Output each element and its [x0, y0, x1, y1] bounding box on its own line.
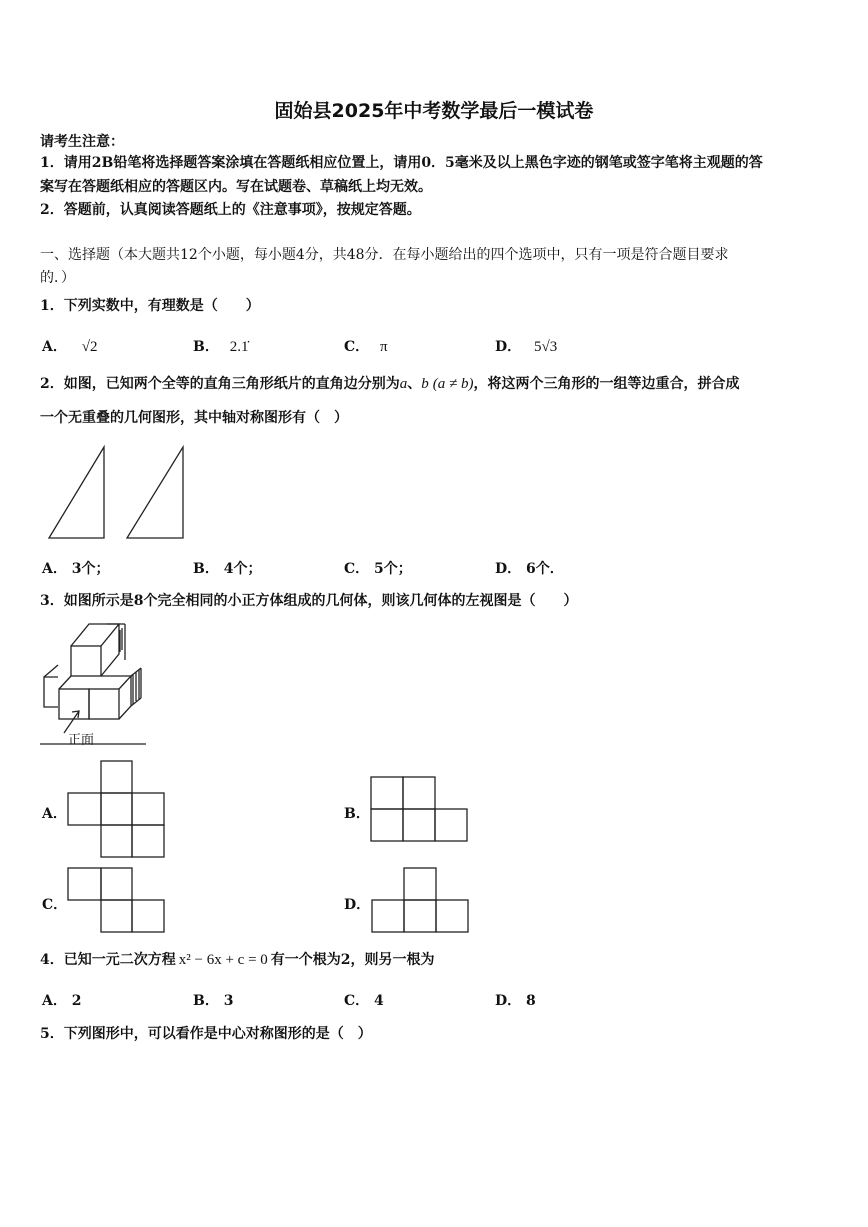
q2-condition: (a ≠ b)	[432, 376, 474, 392]
q2-sep: 、	[407, 376, 422, 392]
q2-option-b-value: 4个；	[223, 561, 262, 577]
q1-option-b-value: 2.1̇	[229, 339, 249, 355]
q1-option-b-label: B．	[193, 339, 219, 355]
q4-equation: x² − 6x + c = 0	[178, 952, 268, 968]
q1-option-c-label: C．	[344, 339, 370, 355]
q2-var-b: b	[421, 376, 429, 392]
notice-item2: 2．答题前，认真阅读答题纸上的《注意事项》，按规定答题。	[40, 202, 421, 218]
q4-option-d[interactable]	[495, 990, 536, 1010]
notice-item1-line1: 1．请用2B铅笔将选择题答案涂填在答题纸相应位置上，请用0．5毫米及以上黑色字迹的钢笔或签字笔将主观题的答	[40, 155, 763, 171]
q3-option-a-label[interactable]: A．	[42, 806, 67, 822]
q2-option-d-value: 6个．	[526, 561, 564, 577]
q4-option-a-label: A．	[42, 993, 67, 1009]
q2-option-a-label: A．	[42, 561, 67, 577]
q4-stem	[40, 950, 435, 970]
q3-option-c-label[interactable]: C．	[42, 897, 68, 913]
q2-stem-part2: ，将这两个三角形的一组等边重合，拼合成	[473, 376, 740, 392]
q2-var-a: a	[399, 376, 408, 392]
q1-option-d-label: D．	[495, 339, 522, 355]
q4-option-c[interactable]	[344, 990, 384, 1010]
q4-option-a[interactable]	[42, 990, 82, 1010]
q4-stem-part1: 4．已知一元二次方程	[40, 952, 176, 968]
q2-stem-part1: 2．如图，已知两个全等的直角三角形纸片的直角边分别为	[40, 376, 400, 392]
q1-option-a-label: A．	[42, 339, 67, 355]
q1-stem: 1．下列实数中，有理数是（ ）	[40, 298, 260, 314]
q4-option-d-value: 8	[526, 993, 536, 1009]
section-heading-line1: 一、选择题（本大题共12个小题，每小题4分，共48分．在每小题给出的四个选项中，只有一项是符合题目要求	[40, 247, 729, 263]
q1-option-d-value: 5√3	[534, 339, 558, 355]
q3-option-b-label[interactable]: B．	[344, 806, 370, 822]
q4-option-b[interactable]	[193, 990, 233, 1010]
q2-option-c-value: 5个；	[374, 561, 412, 577]
q4-option-c-value: 4	[374, 993, 384, 1009]
q2-option-a-value: 3个；	[71, 561, 110, 577]
q2-option-c-label: C．	[344, 561, 370, 577]
q3-front-label: 正面	[68, 733, 95, 748]
q4-option-b-label: B．	[193, 993, 219, 1009]
q4-stem-part2: 有一个根为2，则另一根为	[270, 952, 435, 968]
q4-option-c-label: C．	[344, 993, 370, 1009]
q2-stem-line2: 一个无重叠的几何图形，其中轴对称图形有（ ）	[40, 410, 348, 426]
q5-stem: 5．下列图形中，可以看作是中心对称图形的是（ ）	[40, 1026, 372, 1042]
q4-option-b-value: 3	[223, 993, 234, 1009]
page-title: 固始县2025年中考数学最后一模试卷	[274, 100, 594, 122]
q2-option-b-label: B．	[193, 561, 219, 577]
q1-option-c-value: π	[380, 339, 388, 355]
q3-stem: 3．如图所示是8个完全相同的小正方体组成的几何体，则该几何体的左视图是（ ）	[40, 593, 578, 609]
notice-heading: 请考生注意：	[40, 134, 124, 150]
q4-option-a-value: 2	[71, 993, 82, 1009]
q1-option-a-value: √2	[81, 339, 98, 355]
q2-option-d-label: D．	[495, 561, 522, 577]
q4-option-d-label: D．	[495, 993, 522, 1009]
q3-option-d-label[interactable]: D．	[344, 897, 371, 913]
section-heading-line2: 的．）	[40, 270, 75, 286]
notice-item1-line2: 案写在答题纸相应的答题区内。写在试题卷、草稿纸上均无效。	[40, 179, 432, 195]
